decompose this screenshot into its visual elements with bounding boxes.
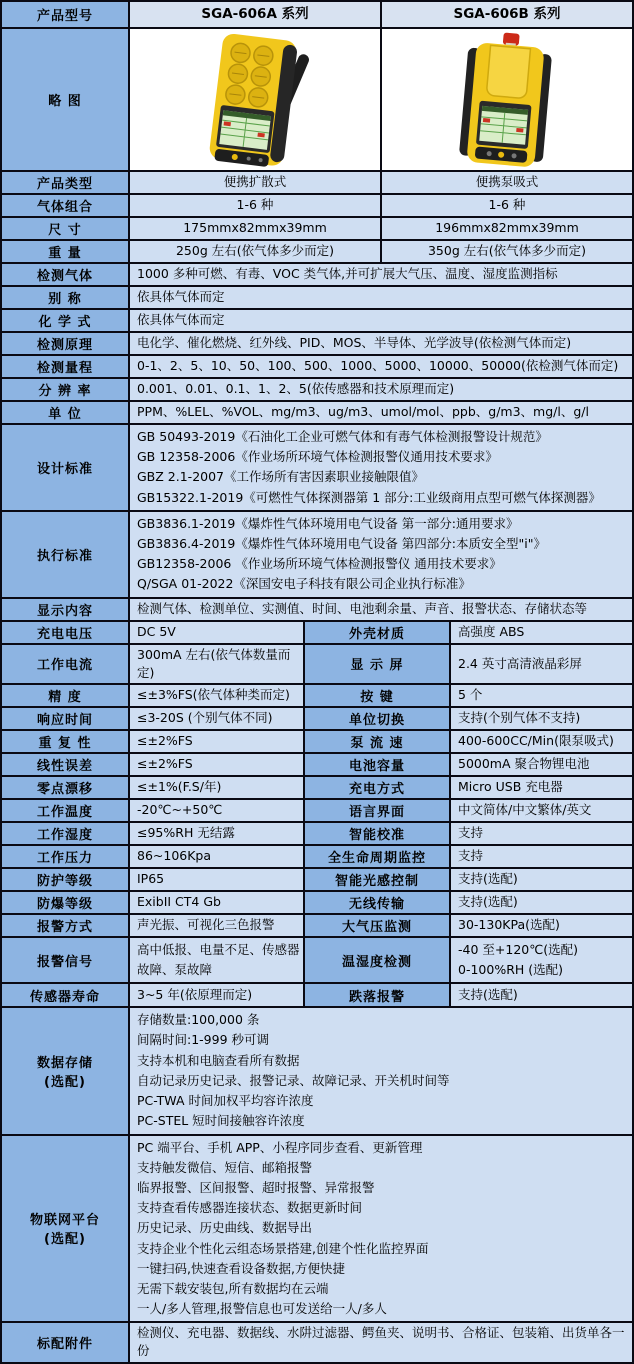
iot-platform-line: 一人/多人管理,报警信息也可发送给一人/多人 [137,1301,387,1317]
charge-voltage-label: 充电电压 [2,622,130,643]
alarm-signal-value [130,938,305,982]
resolution-value: 0.001、0.01、0.1、1、2、5(依传感器和技术原理而定) [130,379,632,400]
row-working-current [2,645,632,685]
design-standard-line: GBZ 2.1-2007《工作场所有害因素职业接触限值》 [137,469,425,485]
alias-value: 依具体气体而定 [130,287,632,308]
row-resolution [2,379,632,402]
sensor-life-value: 3~5 年(依原理而定) [130,984,305,1006]
temp-humidity-label: 温湿度检测 [305,938,451,982]
alarm-mode-value: 声光振、可视化三色报警 [130,915,305,936]
row-detect-gas [2,264,632,287]
row-sketch [2,29,632,172]
smart-calibration-label: 智能校准 [305,823,451,844]
data-storage-label [2,1008,130,1133]
row-repeatability [2,731,632,754]
row-detection-range [2,356,632,379]
exec-standard-list [130,512,632,597]
unit-switch-value: 支持(个别气体不支持) [451,708,632,729]
alias-label: 别 称 [2,287,130,308]
row-chemical-formula [2,310,632,333]
iot-platform-line: 临界报警、区间报警、超时报警、异常报警 [137,1179,375,1195]
alarm-mode-label: 报警方式 [2,915,130,936]
temp-humidity-value [451,938,632,982]
unit-value: PPM、%LEL、%VOL、mg/m3、ug/m3、umol/mol、ppb、g/m3、mg/l、g/l [130,402,632,423]
iot-platform-line: 支持查看传感器连接状态、数据更新时间 [137,1200,363,1216]
row-iot-platform [2,1136,632,1324]
device-b-image [382,29,632,170]
display-content-value: 检测气体、检测单位、实测值、时间、电池剩余量、声音、报警状态、存储状态等 [130,599,632,620]
design-standard-label: 设计标准 [2,425,130,510]
data-storage-label-line2: (选配) [44,1074,86,1090]
battery-capacity-label: 电池容量 [305,754,451,775]
temp-humidity-line: -40 至+120℃(选配) [458,941,579,957]
shell-material-label: 外壳材质 [305,622,451,643]
shell-material-value: 高强度 ABS [451,622,632,643]
accuracy-value: ≤±3%FS(依气体种类而定) [130,685,305,706]
product-type-label: 产品类型 [2,172,130,193]
design-standard-list [130,425,632,510]
row-working-humidity [2,823,632,846]
battery-capacity-value: 5000mA 聚合物锂电池 [451,754,632,775]
row-charge-voltage [2,622,632,645]
row-explosion-proof [2,892,632,915]
gas-combination-label: 气体组合 [2,195,130,216]
alarm-signal-line: 故障、泵故障 [137,962,213,978]
data-storage-list [130,1008,632,1133]
unit-switch-label: 单位切换 [305,708,451,729]
row-alarm-signal [2,938,632,984]
iot-platform-label-line1: 物联网平台 [29,1213,100,1229]
product-model-label: 产品型号 [2,2,130,27]
display-content-label: 显示内容 [2,599,130,620]
zero-drift-label: 零点漂移 [2,777,130,798]
sketch-label: 略 图 [2,29,130,170]
lifecycle-monitor-value: 支持 [451,846,632,867]
data-storage-line: PC-TWA 时间加权平均容许浓度 [137,1093,314,1109]
charging-method-value: Micro USB 充电器 [451,777,632,798]
display-screen-value: 2.4 英寸高清液晶彩屏 [451,645,632,683]
data-storage-line: 存储数量:100,000 条 [137,1012,260,1028]
model-a-title: SGA-606A 系列 [130,2,382,27]
product-type-b: 便携泵吸式 [382,172,632,193]
drop-alarm-label: 跌落报警 [305,984,451,1006]
row-linearity-error [2,754,632,777]
detect-gas-value: 1000 多种可燃、有毒、VOC 类气体,并可扩展大气压、温度、湿度监测指标 [130,264,632,285]
accessories-value: 检测仪、充电器、数据线、水阱过滤器、鳄鱼夹、说明书、合格证、包装箱、出货单各一份 [130,1323,632,1361]
iot-platform-line: PC 端平台、手机 APP、小程序同步查看、更新管理 [137,1139,423,1155]
lifecycle-monitor-label: 全生命周期监控 [305,846,451,867]
row-zero-drift [2,777,632,800]
working-temperature-value: -20℃~+50℃ [130,800,305,821]
gas-combination-b: 1-6 种 [382,195,632,216]
explosion-proof-value: ExibII CT4 Gb [130,892,305,913]
chemical-formula-label: 化 学 式 [2,310,130,331]
row-design-standard [2,425,632,512]
exec-standard-line: GB12358-2006 《作业场所环境气体检测报警仪 通用技术要求》 [137,556,502,572]
row-working-temperature [2,800,632,823]
accuracy-label: 精 度 [2,685,130,706]
row-sensor-life [2,984,632,1008]
iot-platform-line: 无需下载安装包,所有数据均在云端 [137,1280,329,1296]
weight-label: 重 量 [2,241,130,262]
detection-principle-label: 检测原理 [2,333,130,354]
alarm-signal-label: 报警信号 [2,938,130,982]
row-product-type [2,172,632,195]
protection-rating-value: IP65 [130,869,305,890]
row-unit [2,402,632,425]
dimensions-label: 尺 寸 [2,218,130,239]
temp-humidity-line: 0-100%RH (选配) [458,962,564,978]
exec-standard-line: Q/SGA 01-2022《深国安电子科技有限公司企业执行标准》 [137,576,471,592]
pressure-monitor-label: 大气压监测 [305,915,451,936]
data-storage-line: PC-STEL 短时间接触容许浓度 [137,1113,305,1129]
charge-voltage-value: DC 5V [130,622,305,643]
data-storage-line: 间隔时间:1-999 秒可调 [137,1032,270,1048]
working-current-value: 300mA 左右(依气体数量而定) [130,645,305,683]
unit-label: 单 位 [2,402,130,423]
detection-range-label: 检测量程 [2,356,130,377]
zero-drift-value: ≤±1%(F.S/年) [130,777,305,798]
sensor-life-label: 传感器寿命 [2,984,130,1006]
detection-principle-value: 电化学、催化燃烧、红外线、PID、MOS、半导体、光学波导(依检测气体而定) [130,333,632,354]
light-sense-label: 智能光感控制 [305,869,451,890]
buttons-value: 5 个 [451,685,632,706]
iot-platform-label [2,1136,130,1322]
language-ui-label: 语言界面 [305,800,451,821]
row-detection-principle [2,333,632,356]
smart-calibration-value: 支持 [451,823,632,844]
resolution-label: 分 辨 率 [2,379,130,400]
working-temperature-label: 工作温度 [2,800,130,821]
response-time-label: 响应时间 [2,708,130,729]
alarm-signal-line: 高中低报、电量不足、传感器 [137,941,300,957]
pump-flow-value: 400-600CC/Min(限泵吸式) [451,731,632,752]
explosion-proof-label: 防爆等级 [2,892,130,913]
repeatability-label: 重 复 性 [2,731,130,752]
response-time-value: ≤3-20S (个别气体不同) [130,708,305,729]
data-storage-label-line1: 数据存储 [36,1055,93,1071]
buttons-label: 按 键 [305,685,451,706]
design-standard-line: GB 12358-2006《作业场所环境气体检测报警仪通用技术要求》 [137,449,498,465]
product-type-a: 便携扩散式 [130,172,382,193]
chemical-formula-value: 依具体气体而定 [130,310,632,331]
row-alarm-mode [2,915,632,938]
wireless-value: 支持(选配) [451,892,632,913]
repeatability-value: ≤±2%FS [130,731,305,752]
working-current-label: 工作电流 [2,645,130,683]
working-pressure-value: 86~106Kpa [130,846,305,867]
row-alias [2,287,632,310]
weight-b: 350g 左右(依气体多少而定) [382,241,632,262]
data-storage-line: 支持本机和电脑查看所有数据 [137,1052,300,1068]
linearity-error-label: 线性误差 [2,754,130,775]
model-b-title: SGA-606B 系列 [382,2,632,27]
pressure-monitor-value: 30-130KPa(选配) [451,915,632,936]
row-weight [2,241,632,264]
iot-platform-line: 支持企业个性化云组态场景搭建,创建个性化监控界面 [137,1240,429,1256]
weight-a: 250g 左右(依气体多少而定) [130,241,382,262]
working-pressure-label: 工作压力 [2,846,130,867]
device-a-image [130,29,382,170]
exec-standard-line: GB3836.4-2019《爆炸性气体环境用电气设备 第四部分:本质安全型"i"》 [137,536,546,552]
row-accuracy [2,685,632,708]
dimensions-b: 196mmx82mmx39mm [382,218,632,239]
accessories-label: 标配附件 [2,1323,130,1361]
row-product-model [2,2,632,29]
row-gas-combination [2,195,632,218]
iot-platform-label-line2: (选配) [44,1232,86,1248]
row-response-time [2,708,632,731]
detection-range-value: 0-1、2、5、10、50、100、500、1000、5000、10000、50000(依检测气体而定) [130,356,632,377]
row-accessories [2,1323,632,1361]
row-data-storage [2,1008,632,1135]
gas-combination-a: 1-6 种 [130,195,382,216]
wireless-label: 无线传输 [305,892,451,913]
row-working-pressure [2,846,632,869]
working-humidity-label: 工作湿度 [2,823,130,844]
data-storage-line: 自动记录历史记录、报警记录、故障记录、开关机时间等 [137,1072,450,1088]
linearity-error-value: ≤±2%FS [130,754,305,775]
design-standard-line: GB 50493-2019《石油化工企业可燃气体和有毒气体检测报警设计规范》 [137,429,548,444]
exec-standard-line: GB3836.1-2019《爆炸性气体环境用电气设备 第一部分:通用要求》 [137,515,519,531]
row-display-content [2,599,632,622]
charging-method-label: 充电方式 [305,777,451,798]
iot-platform-line: 历史记录、历史曲线、数据导出 [137,1220,313,1236]
detect-gas-label: 检测气体 [2,264,130,285]
working-humidity-value: ≤95%RH 无结露 [130,823,305,844]
iot-platform-line: 一键扫码,快速查看设备数据,方便快捷 [137,1260,345,1276]
pump-flow-label: 泵 流 速 [305,731,451,752]
dimensions-a: 175mmx82mmx39mm [130,218,382,239]
iot-platform-list [130,1136,632,1322]
row-dimensions [2,218,632,241]
display-screen-label: 显 示 屏 [305,645,451,683]
design-standard-line: GB15322.1-2019《可燃性气体探测器第 1 部分:工业级商用点型可燃气体探测器》 [137,489,601,505]
drop-alarm-value: 支持(选配) [451,984,632,1006]
light-sense-value: 支持(选配) [451,869,632,890]
row-protection-rating [2,869,632,892]
iot-platform-line: 支持触发微信、短信、邮箱报警 [137,1159,313,1175]
language-ui-value: 中文简体/中文繁体/英文 [451,800,632,821]
row-exec-standard [2,512,632,599]
protection-rating-label: 防护等级 [2,869,130,890]
exec-standard-label: 执行标准 [2,512,130,597]
